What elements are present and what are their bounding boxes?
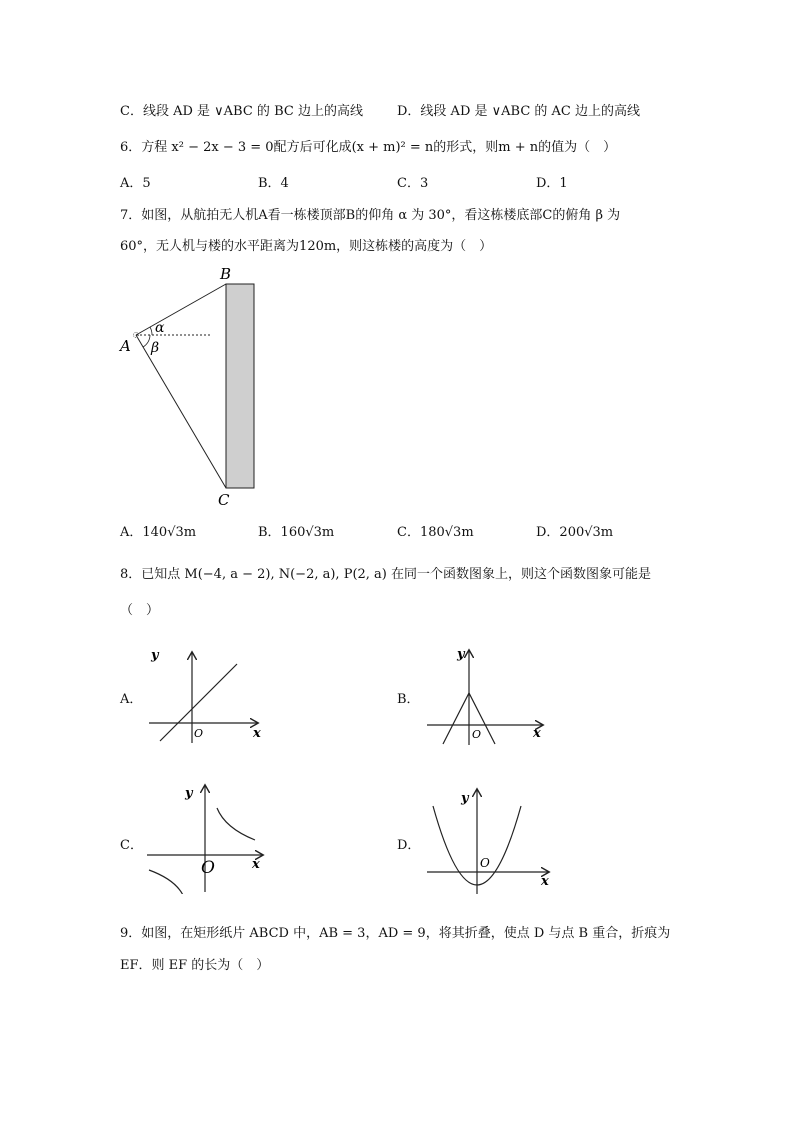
q6-option-d: D．1 [536,176,568,191]
origin-label: O [201,858,215,878]
q6-option-a: A．5 [120,176,151,191]
q8-graph-b [425,645,550,745]
y-label: y [185,786,193,801]
q7-option-a: A．140√3m [120,525,197,540]
beta-arc [143,335,150,347]
q5-option-d: D．线段 AD 是 ∨ABC 的 AC 边上的高线 [397,104,641,119]
q8-graph-a [145,645,270,745]
y-label: y [151,648,159,663]
origin-label: O [480,856,490,870]
hyperbola-branch-1 [217,808,255,840]
sight-line-ac [136,335,226,488]
x-label: x [253,726,261,741]
q6-option-c: C．3 [397,176,429,191]
q8-graph-d [425,784,555,896]
label-beta: β [151,340,160,356]
q8-option-d-label: D． [397,838,421,853]
x-label: x [541,874,549,889]
x-label: x [533,726,541,741]
label-a: A [120,337,131,355]
q7-stem-line2: 60°，无人机与楼的水平距离为120m，则这栋楼的高度为（ ） [120,239,493,254]
q6-stem: 6．方程 x² − 2x − 3 = 0配方后可化成(x + m)² = n的形式，则m + n的值为（ ） [120,140,617,155]
sight-line-ab [136,284,226,335]
q8-stem-line2: （ ） [120,603,160,618]
label-b: B [220,265,232,283]
q6-option-b: B．4 [258,176,289,191]
origin-label: O [194,727,204,740]
q8-option-b-label: B． [397,692,420,707]
label-alpha: α [155,320,165,336]
q8-option-c-label: C． [120,838,143,853]
q7-option-b: B．160√3m [258,525,335,540]
x-label: x [252,857,260,872]
q9-stem-line1: 9．如图，在矩形纸片 ABCD 中，AB = 3，AD = 9，将其折叠，使点 D 与点 B 重合，折痕为 [120,926,671,941]
q7-stem-line1: 7．如图，从航拍无人机A看一栋楼顶部B的仰角 α 为 30°，看这栋楼底部C的俯角 β 为 [120,208,621,223]
q8-option-a-label: A． [120,692,143,707]
q7-option-c: C．180√3m [397,525,474,540]
label-c: C [218,491,230,509]
origin-label: O [472,728,482,741]
y-label: y [457,647,465,662]
q8-stem-line1: 8．已知点 M(−4, a − 2), N(−2, a), P(2, a) 在同一个函数图象上，则这个函数图象可能是 [120,567,652,582]
q7-option-d: D．200√3m [536,525,614,540]
y-label: y [461,791,469,806]
q7-building-figure [110,262,270,512]
building-rect [226,284,254,488]
alpha-arc [150,327,152,335]
q8-graph-c [145,782,270,894]
q5-option-c: C．线段 AD 是 ∨ABC 的 BC 边上的高线 [120,104,363,119]
q9-stem-line2: EF．则 EF 的长为（ ） [120,958,270,973]
hyperbola-branch-3 [149,870,185,894]
